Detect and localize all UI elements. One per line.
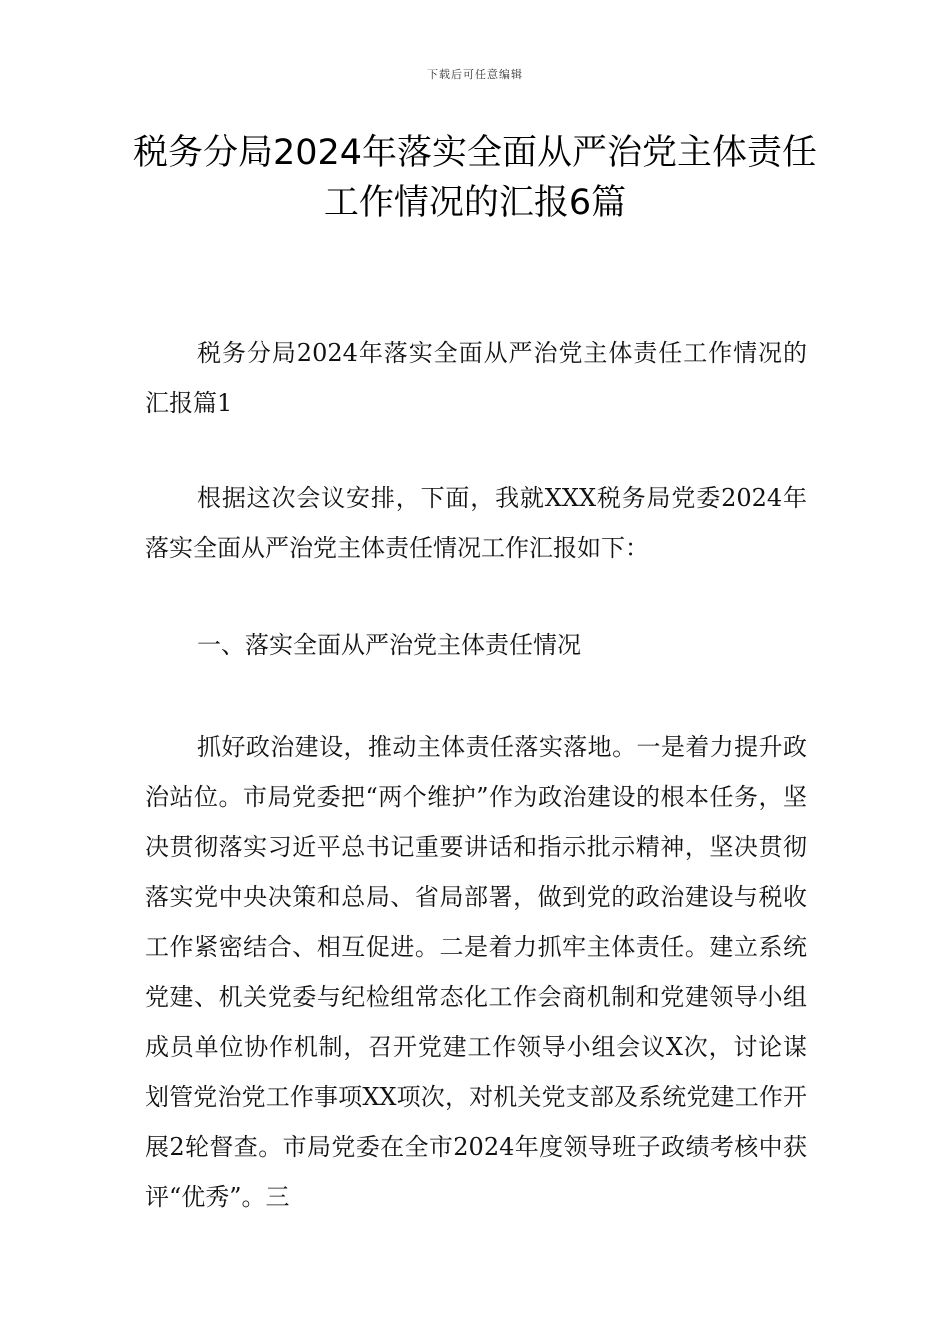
section-title-paragraph: 税务分局2024年落实全面从严治党主体责任工作情况的汇报篇1 bbox=[145, 339, 807, 417]
intro-paragraph: 根据这次会议安排，下面，我就XXX税务局党委2024年落实全面从严治党主体责任情况工作汇报如下： bbox=[145, 484, 807, 562]
section-heading-one: 一、落实全面从严治党主体责任情况 bbox=[197, 631, 581, 659]
body-paragraph: 抓好政治建设，推动主体责任落实落地。一是着力提升政治站位。市局党委把“两个维护”作为政治建设的根本任务，坚决贯彻落实习近平总书记重要讲话和指示批示精神，坚决贯彻落实党中央决策和总局、省局部署，做到党的政治建设与税收工作紧密结合、相互促进。二是着力抓牢主体责任。建立系统党建、机关党委与纪检组常态化工作会商机制和党建领导小组成员单位协作机制，召开党建工作领导小组会议X次，讨论谋划管党治党工作事项XX项次，对机关党支部及系统党建工作开展2轮督查。市局党委在全市2024年度领导班子政绩考核中获评“优秀”。三 bbox=[145, 733, 807, 1211]
header-note: 下载后可任意编辑 bbox=[427, 68, 523, 81]
document-title: 税务分局2024年落实全面从严治党主体责任工作情况的汇报6篇 bbox=[132, 133, 818, 223]
